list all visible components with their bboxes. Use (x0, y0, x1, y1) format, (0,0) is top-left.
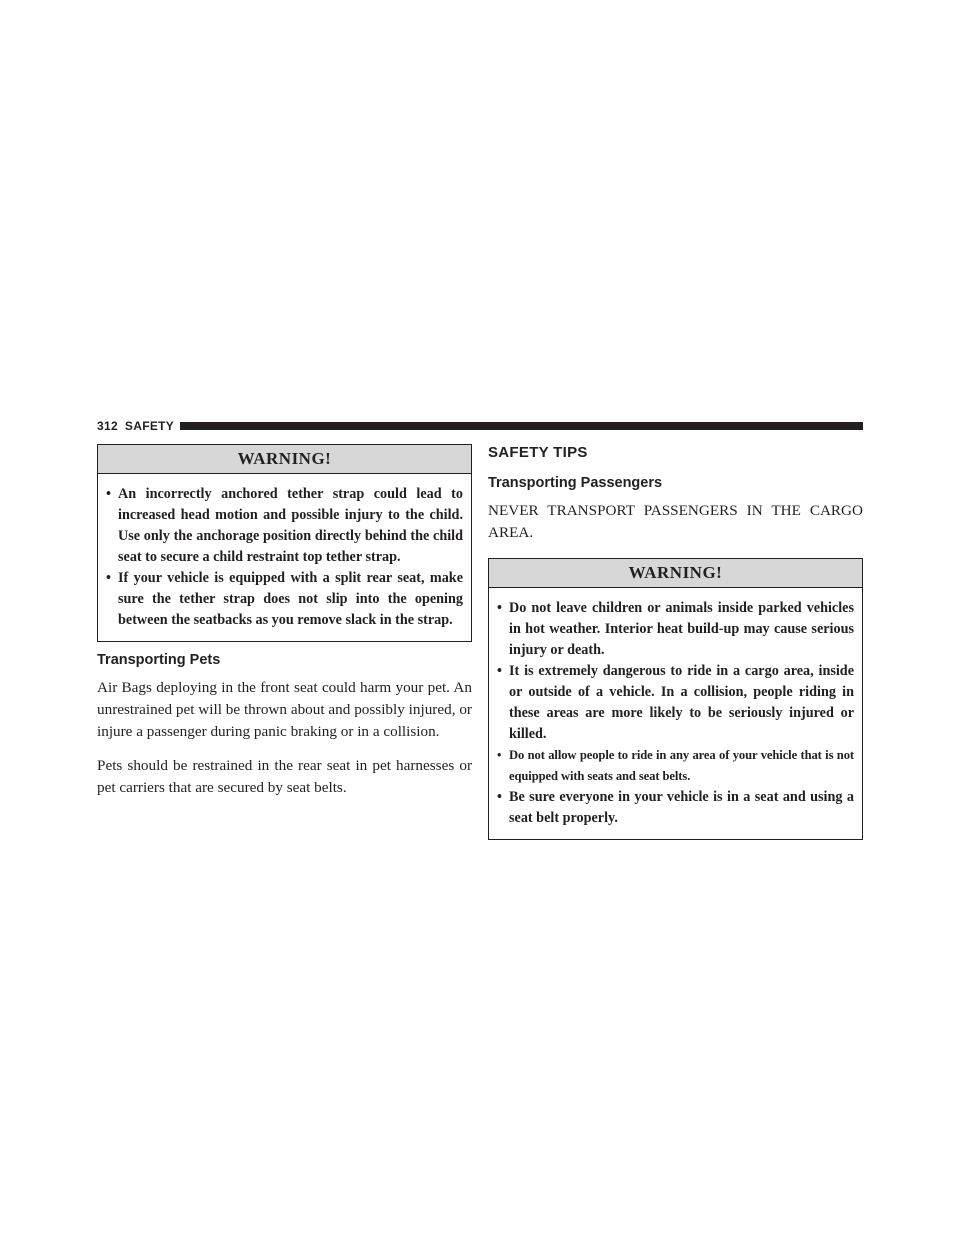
bullet-icon: • (106, 486, 111, 502)
bullet-icon: • (497, 748, 502, 762)
passengers-heading: Transporting Passengers (488, 475, 663, 491)
section-name: SAFETY (124, 419, 175, 433)
warning-item-text: Be sure everyone in your vehicle is in a seat and using a seat belt properly. (509, 789, 854, 826)
header-rule (180, 422, 863, 430)
warning-item (497, 598, 854, 661)
bullet-icon: • (497, 663, 502, 679)
warning-item (497, 787, 854, 829)
warning-item (497, 745, 854, 787)
warning-item-text: Do not allow people to ride in any area of your vehicle that is not equipped with seats and seat belts. (509, 748, 854, 783)
warning-item-text: It is extremely dangerous to ride in a cargo area, inside or outside of a vehicle. In a collision, people riding in these areas are more likely to be seriously injured or killed. (509, 663, 854, 742)
warning-item-text: An incorrectly anchored tether strap could lead to increased head motion and possible injury to the child. Use only the anchorage position directly behind the child seat to secure a child restraint top tether strap. (118, 486, 463, 565)
warning-item (106, 568, 463, 631)
pets-heading: Transporting Pets (97, 652, 221, 668)
warning-title: WARNING! (98, 445, 471, 474)
bullet-icon: • (497, 789, 502, 805)
safety-tips-heading: SAFETY TIPS (488, 444, 588, 461)
warning-item (106, 484, 463, 568)
warning-box-tether (97, 444, 472, 642)
warning-list (98, 474, 471, 641)
passengers-text: NEVER TRANSPORT PASSENGERS IN THE CARGO AREA. (488, 502, 863, 541)
page-header (97, 418, 863, 434)
warning-list (489, 588, 862, 839)
warning-item-text: If your vehicle is equipped with a split rear seat, make sure the tether strap does not slip into the opening between the seatbacks as you remove slack in the strap. (118, 570, 463, 628)
pets-paragraph-1: Air Bags deploying in the front seat could harm your pet. An unrestrained pet will be thrown about and possibly injured, or injure a passenger during panic braking or in a collision. (97, 679, 472, 740)
bullet-icon: • (497, 600, 502, 616)
warning-title: WARNING! (489, 559, 862, 588)
page-number: 312 (97, 419, 118, 433)
warning-item-text: Do not leave children or animals inside parked vehicles in hot weather. Interior heat build-up may cause serious injury or death. (509, 600, 854, 658)
warning-box-passengers (488, 558, 863, 840)
pets-paragraph-2: Pets should be restrained in the rear seat in pet harnesses or pet carriers that are secured by seat belts. (97, 757, 472, 796)
warning-item (497, 661, 854, 745)
bullet-icon: • (106, 570, 111, 586)
left-column (97, 444, 472, 799)
right-column (488, 444, 863, 840)
